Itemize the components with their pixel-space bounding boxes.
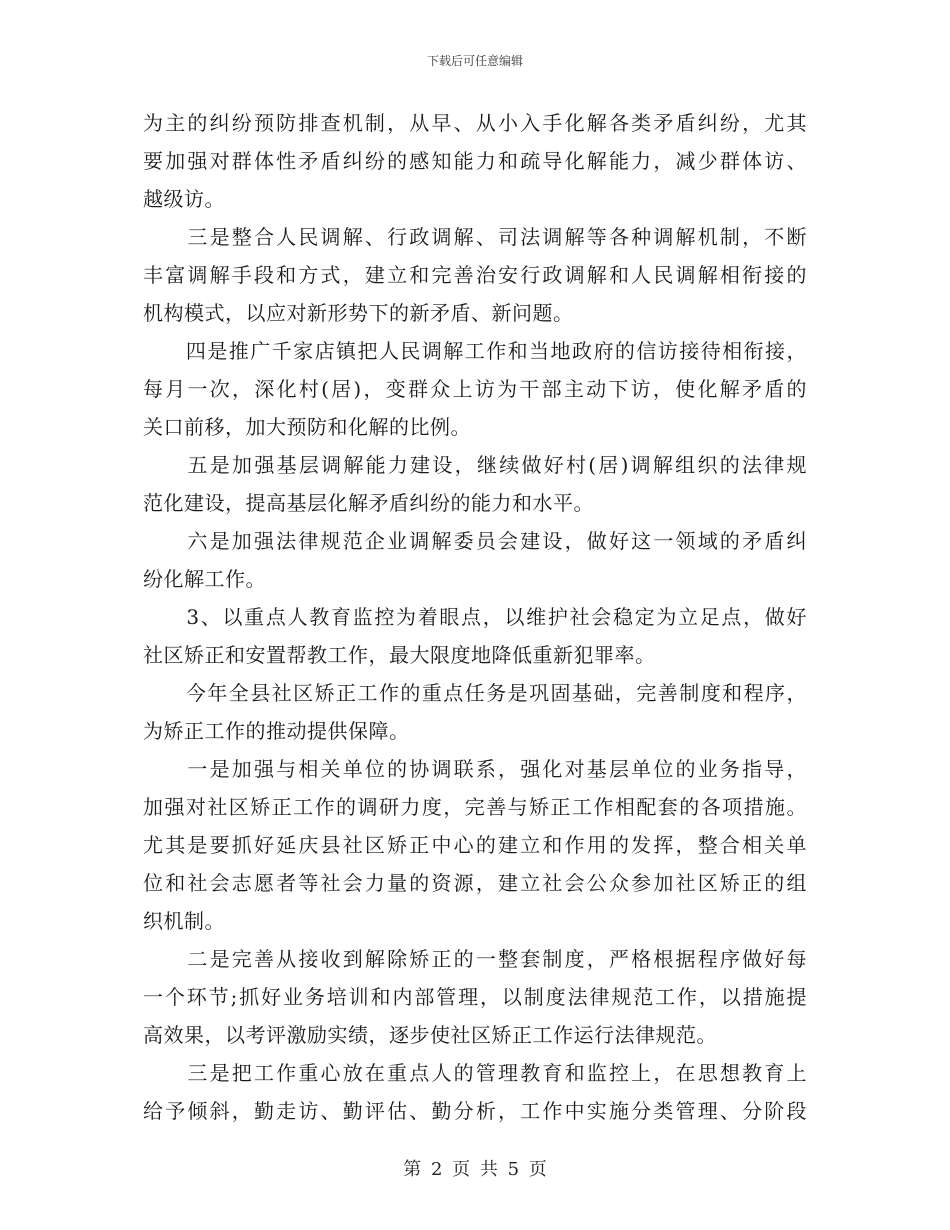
document-body [143,104,807,1130]
text-line: 六是加强法律规范企业调解委员会建设，做好这一领域的矛盾纠 [143,529,807,553]
text-line: 越级访。 [143,187,225,211]
page-header: 下载后可任意编辑 [426,54,523,68]
text-line: 位和社会志愿者等社会力量的资源，建立社会公众参加社区矫正的组 [143,871,807,895]
text-line: 三是把工作重心放在重点人的管理教育和监控上，在思想教育上 [143,1061,807,1085]
text-line: 高效果，以考评激励实绩，逐步使社区矫正工作运行法律规范。 [143,1023,717,1047]
page-footer: 第 2 页 共 5 页 [403,1159,547,1180]
text-line: 一是加强与相关单位的协调联系，强化对基层单位的业务指导， [143,757,807,781]
text-line: 3、以重点人教育监控为着眼点，以维护社会稳定为立足点，做好 [143,605,807,629]
text-line: 尤其是要抓好延庆县社区矫正中心的建立和作用的发挥，整合相关单 [143,833,807,857]
text-line: 社区矫正和安置帮教工作，最大限度地降低重新犯罪率。 [143,643,656,667]
text-line: 五是加强基层调解能力建设，继续做好村(居)调解组织的法律规 [143,453,807,477]
text-line: 范化建设，提高基层化解矛盾纠纷的能力和水平。 [143,491,594,515]
text-line: 每月一次，深化村(居)，变群众上访为干部主动下访，使化解矛盾的 [143,377,807,401]
text-line: 一个环节;抓好业务培训和内部管理，以制度法律规范工作，以措施提 [143,985,807,1009]
text-line: 纷化解工作。 [143,567,266,591]
text-line: 二是完善从接收到解除矫正的一整套制度，严格根据程序做好每 [143,947,807,971]
text-line: 要加强对群体性矛盾纠纷的感知能力和疏导化解能力，减少群体访、 [143,149,807,173]
text-line: 关口前移，加大预防和化解的比例。 [143,415,471,439]
text-line: 为矫正工作的推动提供保障。 [143,719,410,743]
text-line: 为主的纠纷预防排查机制，从早、从小入手化解各类矛盾纠纷，尤其 [143,111,807,135]
text-line: 丰富调解手段和方式，建立和完善治安行政调解和人民调解相衔接的 [143,263,807,287]
text-line: 机构模式，以应对新形势下的新矛盾、新问题。 [143,301,574,325]
text-line: 给予倾斜，勤走访、勤评估、勤分析，工作中实施分类管理、分阶段 [143,1099,807,1123]
text-line: 织机制。 [143,909,225,933]
text-line: 加强对社区矫正工作的调研力度，完善与矫正工作相配套的各项措施。 [143,795,807,819]
text-line: 今年全县社区矫正工作的重点任务是巩固基础，完善制度和程序， [143,681,807,705]
text-line: 三是整合人民调解、行政调解、司法调解等各种调解机制，不断 [143,225,807,249]
text-line: 四是推广千家店镇把人民调解工作和当地政府的信访接待相衔接， [143,339,807,363]
